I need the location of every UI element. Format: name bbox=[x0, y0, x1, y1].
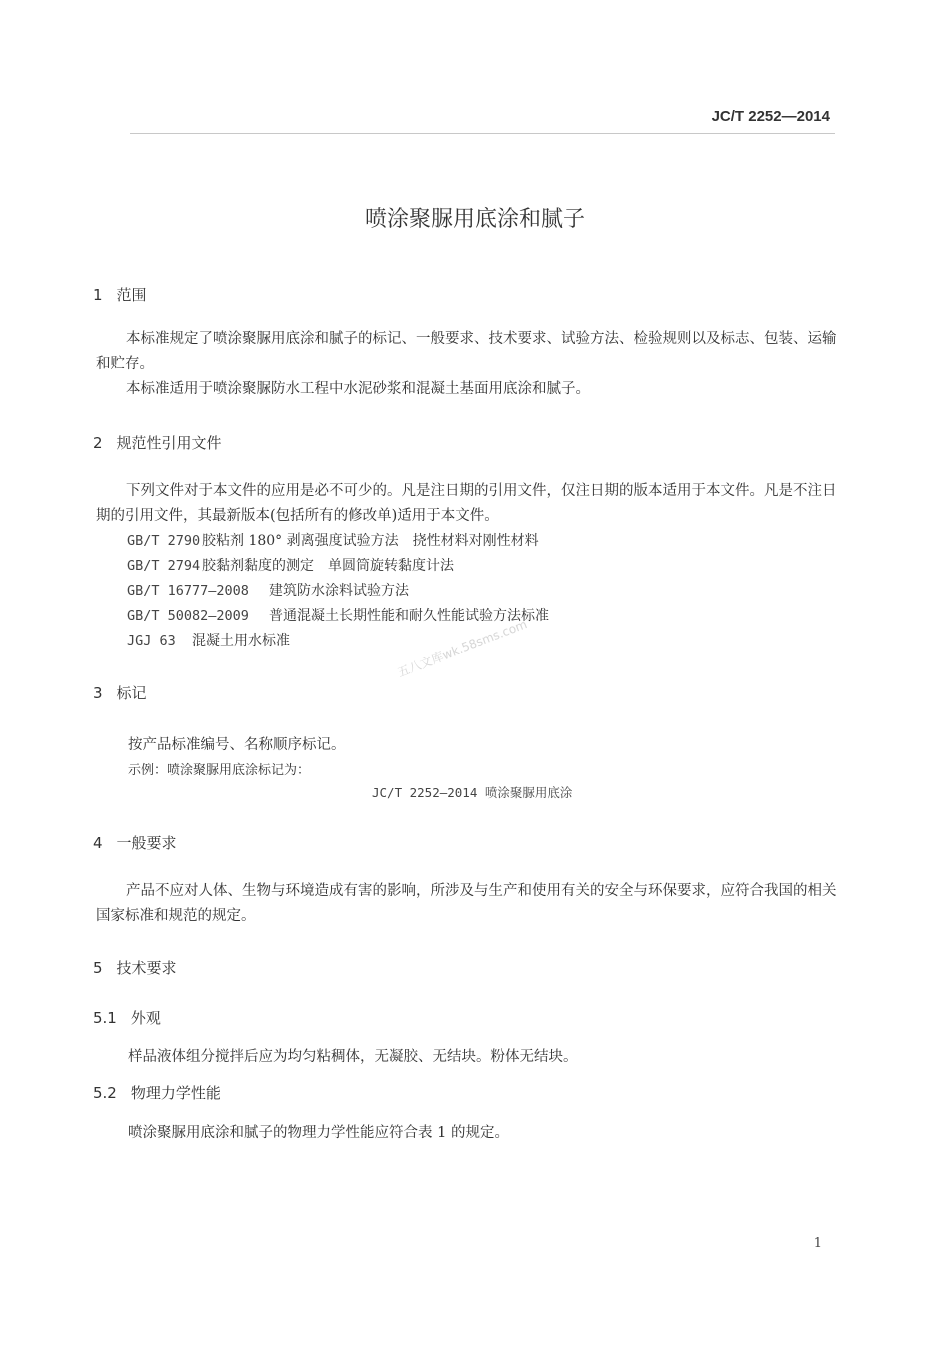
reference-code: JGJ 63 bbox=[127, 633, 176, 649]
page-number: 1 bbox=[813, 1236, 822, 1251]
reference-item bbox=[127, 630, 290, 650]
example-label: 示例：喷涂聚脲用底涂标记为： bbox=[128, 763, 311, 778]
section-title: 一般要求 bbox=[116, 834, 177, 852]
watermark: 五八文库wk.58sms.com bbox=[395, 617, 530, 680]
section-5-heading bbox=[93, 957, 177, 978]
section-title: 范围 bbox=[116, 286, 147, 304]
section-title: 技术要求 bbox=[116, 959, 177, 977]
example-code: JC/T 2252—2014 喷涂聚脲用底涂 bbox=[372, 785, 573, 800]
reference-item bbox=[127, 580, 409, 600]
section-title: 标记 bbox=[116, 684, 147, 702]
section-number: 1 bbox=[93, 286, 103, 304]
section-number: 5.1 bbox=[93, 1009, 117, 1027]
section-5-1-paragraph-1: 样品液体组分搅拌后应为均匀粘稠体，无凝胶、无结块。粉体无结块。 bbox=[128, 1049, 578, 1065]
section-5-2-heading bbox=[93, 1082, 221, 1103]
section-4-heading bbox=[93, 832, 177, 853]
section-5-1-heading bbox=[93, 1007, 161, 1028]
reference-code: GB/T 2794 bbox=[127, 558, 201, 574]
section-number: 2 bbox=[93, 434, 103, 452]
section-number: 3 bbox=[93, 684, 103, 702]
section-1-heading bbox=[93, 284, 147, 305]
reference-item bbox=[127, 530, 539, 550]
section-title: 规范性引用文件 bbox=[116, 434, 222, 452]
section-4-paragraph-1: 产品不应对人体、生物与环境造成有害的影响，所涉及与生产和使用有关的安全与环保要求，应符合我国的相关国家标准和规范的规定。 bbox=[96, 883, 837, 924]
reference-item bbox=[127, 555, 454, 575]
section-title: 外观 bbox=[130, 1009, 161, 1027]
section-number: 4 bbox=[93, 834, 103, 852]
section-5-2-paragraph-1: 喷涂聚脲用底涂和腻子的物理力学性能应符合表 1 的规定。 bbox=[128, 1125, 509, 1141]
standard-code: JC/T 2252—2014 bbox=[711, 108, 830, 125]
reference-title: 混凝土用水标准 bbox=[192, 633, 290, 649]
section-number: 5 bbox=[93, 959, 103, 977]
reference-item bbox=[127, 605, 549, 625]
section-2-heading bbox=[93, 432, 222, 453]
reference-title: 胶黏剂黏度的测定 单圆筒旋转黏度计法 bbox=[202, 558, 454, 574]
section-title: 物理力学性能 bbox=[130, 1084, 221, 1102]
section-3-paragraph-1: 按产品标准编号、名称顺序标记。 bbox=[128, 737, 346, 753]
header-rule bbox=[130, 133, 835, 134]
reference-title: 胶粘剂 180° 剥离强度试验方法 挠性材料对刚性材料 bbox=[202, 533, 539, 549]
section-1-paragraph-2: 本标准适用于喷涂聚脲防水工程中水泥砂浆和混凝土基面用底涂和腻子。 bbox=[126, 381, 590, 397]
section-2-paragraph-1: 下列文件对于本文件的应用是必不可少的。凡是注日期的引用文件，仅注日期的版本适用于本文件。凡是不注日期的引用文件，其最新版本(包括所有的修改单)适用于本文件。 bbox=[96, 483, 837, 524]
reference-title: 普通混凝土长期性能和耐久性能试验方法标准 bbox=[269, 608, 549, 624]
document-title: 喷涂聚脲用底涂和腻子 bbox=[364, 207, 585, 232]
section-1-paragraph-1: 本标准规定了喷涂聚脲用底涂和腻子的标记、一般要求、技术要求、试验方法、检验规则以及标志、包装、运输和贮存。 bbox=[96, 331, 837, 372]
reference-title: 建筑防水涂料试验方法 bbox=[269, 583, 409, 599]
section-3-heading bbox=[93, 682, 147, 703]
reference-code: GB/T 50082—2009 bbox=[127, 608, 249, 624]
section-number: 5.2 bbox=[93, 1084, 117, 1102]
reference-code: GB/T 2790 bbox=[127, 533, 201, 549]
reference-code: GB/T 16777—2008 bbox=[127, 583, 249, 599]
